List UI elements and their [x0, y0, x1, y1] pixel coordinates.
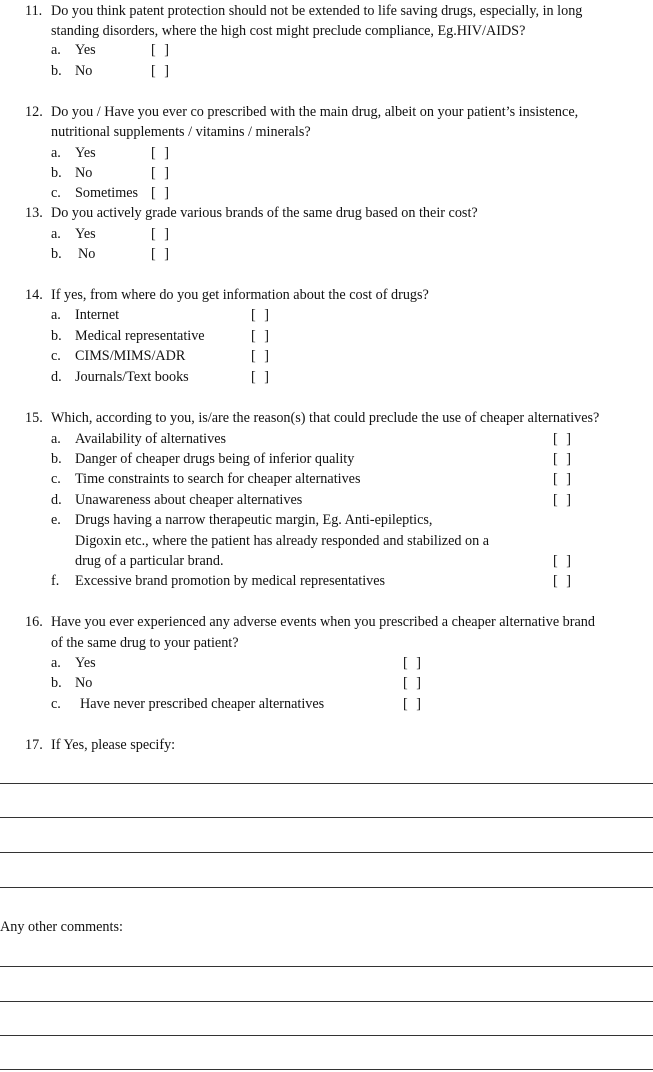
q16-opt-a-letter: a. — [51, 655, 61, 671]
q16-opt-b-label: No — [75, 675, 93, 691]
q12-number: 12. — [25, 104, 43, 120]
q15-opt-b-label: Danger of cheaper drugs being of inferior quality — [75, 451, 355, 467]
comments-answer-line[interactable] — [0, 1001, 653, 1002]
q14-opt-b-label: Medical representative — [75, 328, 205, 344]
q14-opt-c-letter: c. — [51, 348, 61, 364]
q15-opt-e-label-cont: Digoxin etc., where the patient has already responded and stabilized on a — [75, 533, 490, 549]
q15-text: Which, according to you, is/are the reason(s) that could preclude the use of cheaper alternatives? — [51, 410, 600, 426]
q15-opt-f-checkbox[interactable]: [ ] — [553, 573, 571, 589]
q15-opt-a-letter: a. — [51, 431, 61, 447]
q15-opt-e-checkbox[interactable]: [ ] — [553, 553, 571, 569]
q15-opt-a-checkbox[interactable]: [ ] — [553, 431, 571, 447]
q14-opt-a-letter: a. — [51, 307, 61, 323]
q16-text: Have you ever experienced any adverse events when you prescribed a cheaper alternative brand — [51, 614, 595, 630]
q13-opt-b-checkbox[interactable]: [ ] — [151, 246, 169, 262]
q16-opt-c-label: Have never prescribed cheaper alternatives — [80, 696, 325, 712]
q11-text-cont: standing disorders, where the high cost might preclude compliance, Eg.HIV/AIDS? — [51, 23, 526, 39]
q16-opt-b-letter: b. — [51, 675, 62, 691]
q12-opt-b-checkbox[interactable]: [ ] — [151, 165, 169, 181]
q15-opt-e-letter: e. — [51, 512, 61, 528]
q15-opt-a-label: Availability of alternatives — [75, 431, 227, 447]
q13-opt-a-checkbox[interactable]: [ ] — [151, 226, 169, 242]
q15-opt-c-checkbox[interactable]: [ ] — [553, 471, 571, 487]
q14-opt-c-label: CIMS/MIMS/ADR — [75, 348, 186, 364]
q14-opt-c-checkbox[interactable]: [ ] — [251, 348, 269, 364]
comments-answer-line[interactable] — [0, 1069, 653, 1070]
q15-opt-c-letter: c. — [51, 471, 61, 487]
q17-answer-line[interactable] — [0, 852, 653, 853]
q17-number: 17. — [25, 737, 43, 753]
q12-text-cont: nutritional supplements / vitamins / minerals? — [51, 124, 311, 140]
comments-answer-line[interactable] — [0, 966, 653, 967]
q16-opt-c-letter: c. — [51, 696, 61, 712]
q14-opt-d-checkbox[interactable]: [ ] — [251, 369, 269, 385]
q15-opt-c-label: Time constraints to search for cheaper alternatives — [75, 471, 361, 487]
q16-text-cont: of the same drug to your patient? — [51, 635, 239, 651]
q15-opt-b-letter: b. — [51, 451, 62, 467]
q14-opt-a-label: Internet — [75, 307, 120, 323]
q11-opt-b-checkbox[interactable]: [ ] — [151, 63, 169, 79]
q12-opt-c-label: Sometimes — [75, 185, 139, 201]
q16-opt-b-checkbox[interactable]: [ ] — [403, 675, 421, 691]
q15-opt-e-label-cont2: drug of a particular brand. — [75, 553, 224, 569]
q14-opt-a-checkbox[interactable]: [ ] — [251, 307, 269, 323]
q11-number: 11. — [25, 3, 43, 19]
q11-opt-a-checkbox[interactable]: [ ] — [151, 42, 169, 58]
q16-opt-a-checkbox[interactable]: [ ] — [403, 655, 421, 671]
q11-opt-b-label: No — [75, 63, 93, 79]
q12-text: Do you / Have you ever co prescribed with the main drug, albeit on your patient’s insistence, — [51, 104, 579, 120]
q16-opt-a-label: Yes — [75, 655, 96, 671]
q17-text: If Yes, please specify: — [51, 737, 176, 753]
q15-number: 15. — [25, 410, 43, 426]
q11-opt-b-letter: b. — [51, 63, 62, 79]
q12-opt-b-label: No — [75, 165, 93, 181]
q15-opt-d-label: Unawareness about cheaper alternatives — [75, 492, 303, 508]
q14-opt-d-letter: d. — [51, 369, 62, 385]
q12-opt-c-letter: c. — [51, 185, 61, 201]
q11-text: Do you think patent protection should not be extended to life saving drugs, especially, in long — [51, 3, 583, 19]
q13-opt-b-label: No — [78, 246, 96, 262]
q11-opt-a-letter: a. — [51, 42, 61, 58]
q15-opt-f-label: Excessive brand promotion by medical representatives — [75, 573, 386, 589]
q13-opt-a-letter: a. — [51, 226, 61, 242]
q16-number: 16. — [25, 614, 43, 630]
q17-answer-line[interactable] — [0, 887, 653, 888]
comments-answer-line[interactable] — [0, 1035, 653, 1036]
q12-opt-a-label: Yes — [75, 145, 96, 161]
q15-opt-d-letter: d. — [51, 492, 62, 508]
q15-opt-b-checkbox[interactable]: [ ] — [553, 451, 571, 467]
q17-answer-line[interactable] — [0, 783, 653, 784]
q14-opt-b-checkbox[interactable]: [ ] — [251, 328, 269, 344]
q15-opt-e-label: Drugs having a narrow therapeutic margin, Eg. Anti-epileptics, — [75, 512, 433, 528]
q15-opt-f-letter: f. — [51, 573, 60, 589]
q14-text: If yes, from where do you get information about the cost of drugs? — [51, 287, 429, 303]
q17-answer-line[interactable] — [0, 817, 653, 818]
q12-opt-a-letter: a. — [51, 145, 61, 161]
q11-opt-a-label: Yes — [75, 42, 96, 58]
q14-opt-b-letter: b. — [51, 328, 62, 344]
q12-opt-c-checkbox[interactable]: [ ] — [151, 185, 169, 201]
q16-opt-c-checkbox[interactable]: [ ] — [403, 696, 421, 712]
q12-opt-b-letter: b. — [51, 165, 62, 181]
q13-number: 13. — [25, 205, 43, 221]
q13-text: Do you actively grade various brands of the same drug based on their cost? — [51, 205, 478, 221]
q14-number: 14. — [25, 287, 43, 303]
q14-opt-d-label: Journals/Text books — [75, 369, 189, 385]
q15-opt-d-checkbox[interactable]: [ ] — [553, 492, 571, 508]
q13-opt-a-label: Yes — [75, 226, 96, 242]
q12-opt-a-checkbox[interactable]: [ ] — [151, 145, 169, 161]
comments-label: Any other comments: — [0, 919, 123, 935]
q13-opt-b-letter: b. — [51, 246, 62, 262]
